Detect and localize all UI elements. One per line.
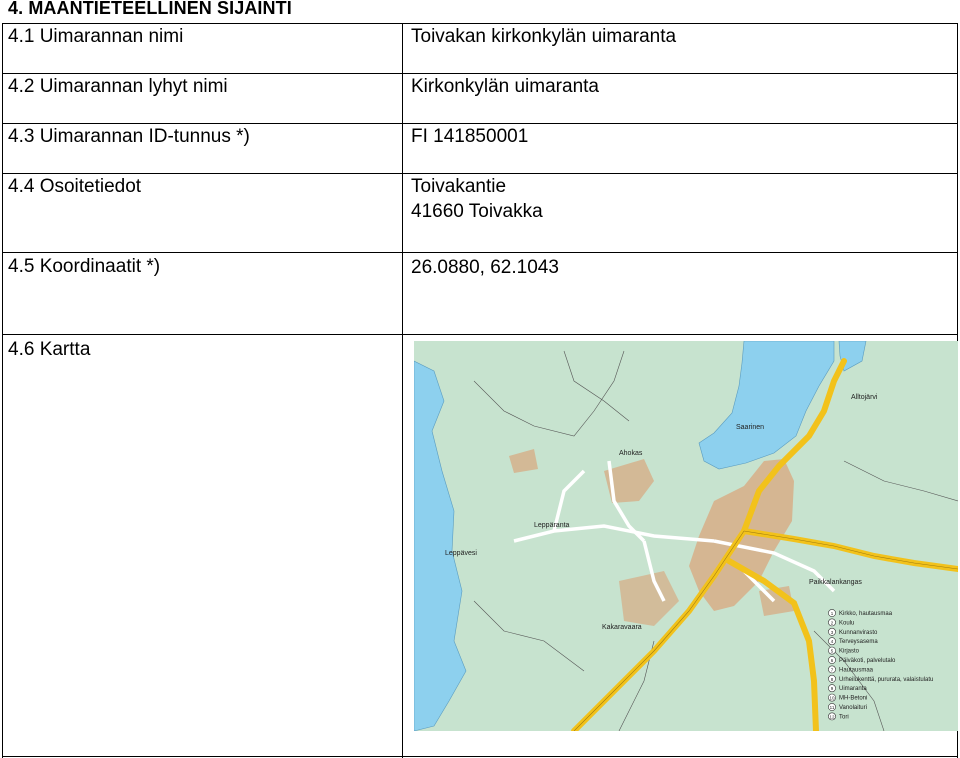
legend-number: 7 [830,667,834,673]
table-row [2,23,958,74]
row-value: Kirkonkylän uimaranta [411,76,599,97]
row-label: 4.3 Uimarannan ID-tunnus *) [8,126,250,147]
map-label-alltojarvi: Alltojärvi [851,394,878,401]
map-legend [822,607,952,727]
legend-label: MH-Betoni [839,695,868,702]
legend-number: 3 [830,629,834,635]
legend-number: 12 [829,714,835,720]
legend-label: Kirjasto [839,648,860,655]
legend-label: Kunnanvirasto [839,629,878,636]
map-svg [414,341,958,731]
legend-number: 10 [829,695,835,701]
legend-label: Koulu [839,620,855,627]
map-label-saarinen: Saarinen [736,424,765,431]
map-label-kakaravaara: Kakaravaara [602,624,642,631]
legend-label: Hautausmaa [839,667,874,674]
legend-number: 6 [830,658,834,663]
map-image [414,341,958,731]
address-line-2: 41660 Toivakka [411,201,543,222]
legend-label: Terveysasema [839,639,878,646]
legend-number: 8 [830,676,834,682]
row-label: 4.4 Osoitetiedot [8,176,142,197]
row-label: 4.5 Koordinaatit *) [8,256,161,277]
table-row [2,123,958,174]
row-label: 4.6 Kartta [8,339,91,360]
legend-label: Kirkko, hautausmaa [839,611,893,617]
row-value: Toivakan kirkonkylän uimaranta [411,26,677,47]
legend-label: Tori [839,714,849,721]
section-title: 4. MAANTIETEELLINEN SIJAINTI [8,0,292,18]
row-value: FI 141850001 [411,126,529,147]
map-label-leppavesi: Leppävesi [445,550,477,557]
legend-label: Urheilukenttä, pururata, valaistulatu [839,676,934,683]
legend-number: 2 [830,620,834,626]
legend-number: 5 [830,648,834,654]
map-label-lepparanta: Leppäranta [534,522,570,529]
legend-number: 9 [830,686,834,692]
map-label-paikkalankangas: Paikkalankangas [809,579,862,586]
address-line-1: Toivakantie [411,176,507,197]
map-label-ahokas: Ahokas [619,450,643,457]
table-row [2,73,958,124]
legend-label: Vanolaituri [839,705,867,711]
legend-number: 11 [829,705,835,710]
legend-label: Päiväkoti, palvelutalo [839,658,896,664]
table-row [2,252,958,335]
row-value: 26.0880, 62.1043 [411,257,559,278]
legend-number: 1 [830,611,834,616]
table-row [2,173,958,251]
legend-number: 4 [830,639,834,645]
row-label: 4.1 Uimarannan nimi [8,26,184,47]
legend-label: Uimaranta [839,686,867,693]
row-label: 4.2 Uimarannan lyhyt nimi [8,76,228,97]
